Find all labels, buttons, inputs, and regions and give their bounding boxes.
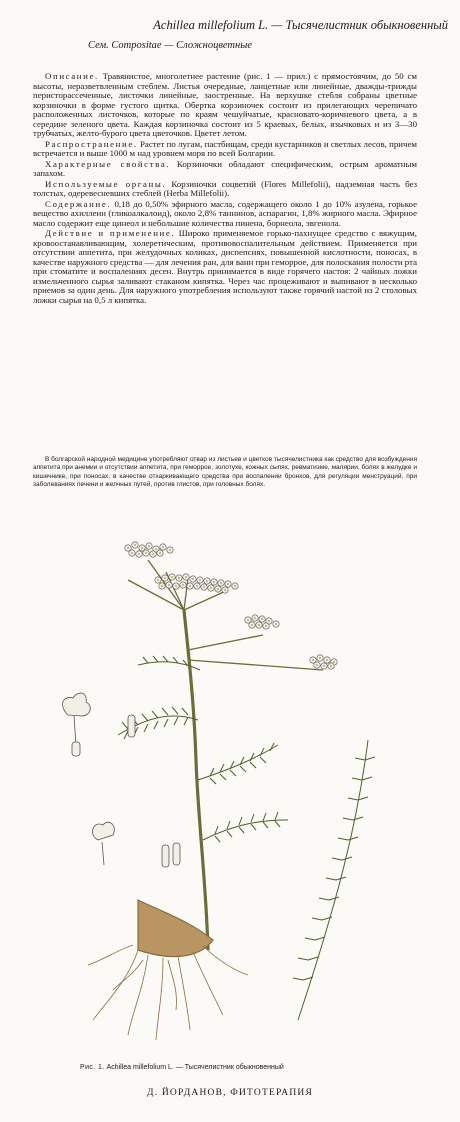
section-heading: Действие и применение. (45, 228, 176, 238)
flower-cluster-main (155, 574, 238, 593)
caption-label: Рис. 1. (80, 1064, 105, 1071)
section-description (33, 72, 417, 139)
flower-cluster-right (245, 615, 279, 629)
caption-text: Achillea millefolium L. — Тысячелистник обыкновенный (106, 1064, 284, 1071)
section-distribution (33, 140, 417, 159)
page-title: Achillea millefolium L. — Тысячелистник обыкновенный (153, 18, 448, 32)
rhizome (138, 900, 213, 957)
section-properties (33, 160, 417, 179)
section-heading: Описание. (45, 71, 99, 81)
roots (88, 945, 248, 1040)
page-footer: Д. ЙОРДАНОВ, ФИТОТЕРАПИЯ (147, 1088, 313, 1098)
section-text: Корзиночки соцветий (Flores Millefolii), надземная часть без толстых, одеревесневших стеблей (Herba Millefolii). (33, 178, 417, 198)
note-text: В болгарской народной медицине употребляют отвар из листьев и цветков тысячелистника как средство для возбуждения аппетита при анемии и отсутствии аппетита, при геморрое, золотухе, кожных сыпях, ревматизме, малярии, болях в желудке и кишечнике, при поносах, в качестве отхаркивающего средства при воспалении бронхов, для регуляции менструаций, при заболеваниях печени и желчных путей, против глистов, при головных болях. (33, 456, 417, 489)
flower-cluster-far-right (310, 655, 337, 669)
section-text: Корзиночки обладают специфическим, острым ароматным запахом. (33, 158, 417, 178)
section-heading: Характерные свойства. (45, 158, 171, 169)
section-heading: Распространение. (45, 138, 138, 149)
article-body (33, 72, 417, 306)
flower-cluster-top (125, 542, 173, 557)
plant-family: Сем. Compositae — Сложноцветные (88, 40, 252, 51)
flower-detail-tubular (93, 715, 180, 867)
section-composition (33, 200, 417, 229)
section-text: Травянистое, многолетнее растение (рис. 1 — прил.) с прямостоячим, до 50 см высоты, неразветвленным стеблем. Листья очередные, ланцетные или линейные, дважды-трижды перисторассеченные, листочки линейные, заостренные. На верхушке стебля собраны цветные корзиночки в форме густого щитка. Обертка корзиночек состоит из прилегающих черепичато расположенных листочков, которые по краям чешуйчатые, красновато-коричневого цвета, а в середине зеленого цвета. Каждая корзиночка состоит из 5 краевых, белых, язычковых и из 3—30 трубчатых, желто-бурого цвета цветочков. Цветет летом. (33, 71, 417, 138)
section-heading: Используемые органы. (45, 178, 167, 189)
section-text: Широко применяемое горько-пахнущее средство с вяжущим, кровоостанавливающим, холеретическим, противовоспалительным действием. Применяется при отсутствии аппетита, при желудочных коликах, диспепсиях, повышенной кислотности, поносах, в качестве наружного средства — для лечения ран, для ванн при геморрое, для полоскания полости рта при стоматите и воспалениях десен. Внутрь принимается в виде горячего настоя: 2 чайных ложки измельченного сырья заливают стаканом кипятка. Через час процеживают и выпивают в несколько приемов за один день. Для наружного употребления используют также горячий настой из 2 столовых ложки сырья на 0,5 л кипятка. (33, 228, 417, 305)
flower-branches (128, 560, 323, 670)
yarrow-illustration (38, 520, 422, 1060)
section-used-parts (33, 180, 417, 199)
figure-caption (80, 1064, 420, 1071)
folk-medicine-note (33, 456, 417, 490)
section-heading: Содержание. (45, 198, 112, 209)
stem-leaves (118, 656, 288, 842)
flower-detail-ray (63, 693, 91, 756)
section-text: 0,18 до 0,50% эфирного масла, содержащего около 1 до 10% азулена, горькое вещество ахиллеин (гликоалкалоид), около 2,8% таннинов, аспарагин, 1,8% жирного масла. Эфирное масло содержит еще цинеол и небольшие количества пинена, борнеола, эвгенола. (33, 198, 417, 228)
section-text: Растет по лугам, пастбищам, среди кустарников и светлых лесов, причем встречается и выше 1000 м над уровнем моря по всей Болгарии. (33, 138, 417, 158)
separate-leaf (293, 740, 375, 1020)
section-action-use (33, 229, 417, 305)
